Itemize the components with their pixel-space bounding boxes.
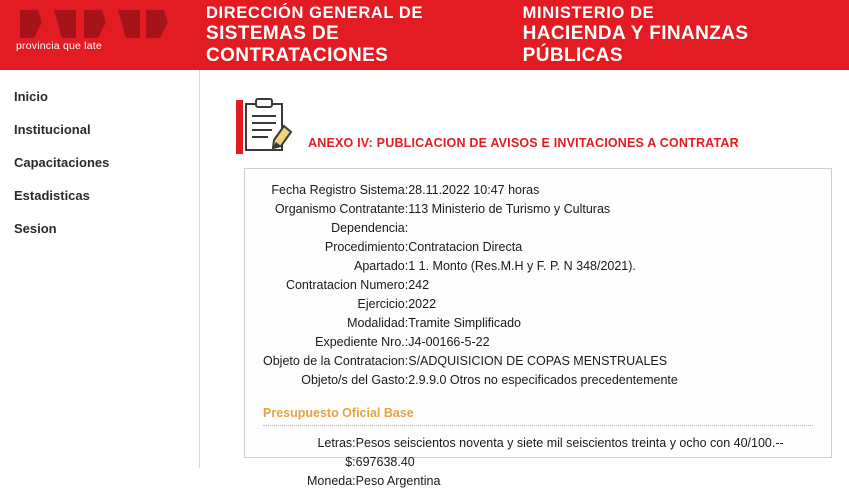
sidebar-item-estadisticas[interactable]: Estadisticas bbox=[14, 188, 90, 203]
anexo-header-row bbox=[216, 88, 833, 158]
table-row bbox=[263, 371, 678, 390]
sidebar-item-inicio[interactable]: Inicio bbox=[14, 89, 48, 104]
contract-details-panel bbox=[244, 168, 832, 488]
field-label: Objeto de la Contratacion: bbox=[263, 354, 409, 368]
field-value: S/ADQUISICION DE COPAS MENSTRUALES bbox=[408, 354, 668, 368]
main-content bbox=[200, 70, 849, 488]
field-value: 242 bbox=[408, 278, 430, 292]
field-label: Ejercicio: bbox=[357, 297, 409, 311]
logo-tagline: provincia que late bbox=[16, 40, 102, 52]
header-title-ministerio bbox=[523, 3, 849, 67]
direccion-line1: DIRECCIÓN GENERAL DE bbox=[206, 4, 424, 22]
field-value: Pesos seiscientos noventa y siete mil seiscientos treinta y ocho con 40/100.-- bbox=[355, 436, 784, 450]
site-header bbox=[0, 0, 849, 70]
provincia-logo-icon bbox=[14, 8, 194, 44]
field-label: Fecha Registro Sistema: bbox=[271, 183, 409, 197]
sidebar-item-institucional[interactable]: Institucional bbox=[14, 122, 91, 137]
field-value: 1 1. Monto (Res.M.H y F. P. N 348/2021). bbox=[408, 259, 636, 273]
field-value: Peso Argentina bbox=[355, 474, 441, 488]
contract-fields-table bbox=[263, 181, 678, 390]
header-titles bbox=[200, 3, 849, 67]
field-label: Expediente Nro.: bbox=[315, 335, 409, 349]
ministerio-line2: HACIENDA Y FINANZAS PÚBLICAS bbox=[522, 23, 749, 66]
direccion-line2: SISTEMAS DE CONTRATACIONES bbox=[206, 23, 389, 66]
field-value: Contratacion Directa bbox=[408, 240, 523, 254]
field-label: Organismo Contratante: bbox=[274, 202, 409, 216]
table-row bbox=[263, 200, 678, 219]
field-label: Procedimiento: bbox=[324, 240, 409, 254]
field-label: $: bbox=[345, 455, 356, 469]
field-value bbox=[408, 219, 678, 238]
field-value: 2.9.9.0 Otros no especificados precedentemente bbox=[408, 373, 678, 387]
field-label: Letras: bbox=[317, 436, 356, 450]
field-label: Dependencia: bbox=[331, 221, 409, 235]
field-value: 113 Ministerio de Turismo y Culturas bbox=[408, 202, 611, 216]
sidebar-item-capacitaciones[interactable]: Capacitaciones bbox=[14, 155, 110, 170]
field-label: Apartado: bbox=[354, 259, 409, 273]
table-row bbox=[263, 257, 678, 276]
table-row bbox=[307, 434, 784, 453]
table-row bbox=[263, 238, 678, 257]
field-value: 2022 bbox=[408, 297, 437, 311]
logo-area[interactable] bbox=[0, 0, 200, 70]
budget-fields-table bbox=[307, 434, 784, 491]
field-label: Contratacion Numero: bbox=[285, 278, 409, 292]
table-row bbox=[263, 181, 678, 200]
table-row bbox=[307, 472, 784, 491]
field-value: Tramite Simplificado bbox=[408, 316, 521, 330]
field-value: 697638.40 bbox=[355, 455, 415, 469]
anexo-title: ANEXO IV: PUBLICACION DE AVISOS E INVITACIONES A CONTRATAR bbox=[308, 136, 739, 150]
table-row bbox=[263, 276, 678, 295]
table-row bbox=[263, 295, 678, 314]
ministerio-line1: MINISTERIO DE bbox=[522, 4, 655, 22]
field-value: J4-00166-5-22 bbox=[408, 335, 490, 349]
clipboard-icon bbox=[236, 96, 298, 158]
table-row bbox=[307, 453, 784, 472]
field-label: Objeto/s del Gasto: bbox=[301, 373, 409, 387]
field-label: Modalidad: bbox=[347, 316, 409, 330]
header-title-direccion bbox=[206, 3, 523, 67]
table-row bbox=[263, 333, 678, 352]
table-row bbox=[263, 314, 678, 333]
table-row bbox=[263, 352, 678, 371]
page-body bbox=[0, 70, 849, 488]
sidebar-item-sesion[interactable]: Sesion bbox=[14, 221, 57, 236]
presupuesto-section-heading: Presupuesto Oficial Base bbox=[263, 406, 414, 420]
field-value: 28.11.2022 10:47 horas bbox=[408, 183, 540, 197]
section-divider bbox=[263, 425, 813, 426]
sidebar bbox=[0, 70, 200, 468]
table-row bbox=[263, 219, 678, 238]
field-label: Moneda: bbox=[307, 474, 356, 488]
